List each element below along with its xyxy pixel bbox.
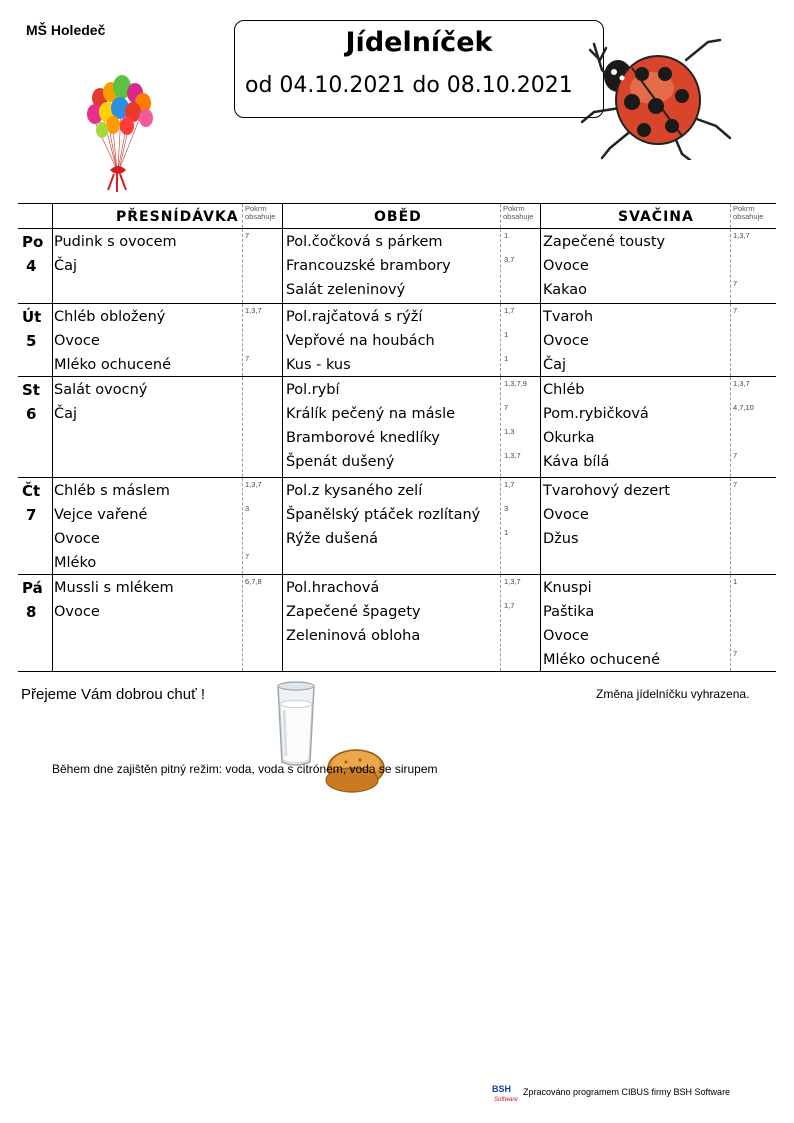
column-divider — [730, 377, 731, 477]
breakfast-item: Chléb s máslem — [54, 483, 170, 499]
lunch-allergens: 1,7 — [504, 601, 515, 610]
menu-change-note: Změna jídelníčku vyhrazena. — [596, 687, 750, 701]
column-divider — [730, 478, 731, 574]
lunch-item: Salát zeleninový — [286, 282, 406, 298]
snack-allergens: 1,3,7 — [733, 231, 750, 240]
column-divider — [282, 575, 283, 671]
lunch-allergens: 1,3 — [504, 427, 515, 436]
lunch-allergens: 3 — [504, 504, 509, 513]
snack-item: Ovoce — [543, 507, 589, 523]
snack-item: Čaj — [543, 357, 567, 373]
lunch-item: Pol.hrachová — [286, 580, 380, 596]
snack-allergens: 7 — [733, 480, 738, 489]
breakfast-item: Salát ovocný — [54, 382, 148, 398]
svg-text:Software: Software — [494, 1097, 518, 1103]
snack-item: Tvaroh — [543, 309, 594, 325]
snack-item: Káva bílá — [543, 454, 610, 470]
snack-item: Knuspi — [543, 580, 592, 596]
breakfast-item: Chléb obložený — [54, 309, 166, 325]
lunch-header: OBĚD — [374, 209, 422, 225]
lunch-item: Pol.z kysaného zelí — [286, 483, 423, 499]
lunch-allergens: 1 — [504, 354, 509, 363]
breakfast-allergens: 1,3,7 — [245, 306, 262, 315]
title-box — [234, 20, 604, 118]
column-divider — [282, 478, 283, 574]
footer-text: Zpracováno programem CIBUS firmy BSH Software — [523, 1087, 731, 1097]
breakfast-allergens: 3 — [245, 504, 250, 513]
column-divider — [242, 304, 243, 376]
lunch-item: Špenát dušený — [286, 454, 395, 470]
snack-allergens: 1,3,7 — [733, 379, 750, 388]
snack-item: Kakao — [543, 282, 588, 298]
column-divider — [52, 304, 53, 376]
menu-period: od 04.10.2021 do 08.10.2021 — [245, 73, 573, 98]
column-divider — [730, 575, 731, 671]
snack-item: Ovoce — [543, 258, 589, 274]
column-divider — [540, 377, 541, 477]
lunch-item: Rýže dušená — [286, 531, 378, 547]
column-divider — [242, 478, 243, 574]
snack-item: Mléko ochucené — [543, 652, 661, 668]
breakfast-item: Ovoce — [54, 333, 100, 349]
lunch-allergens: 7 — [504, 403, 509, 412]
lunch-item: Pol.rybí — [286, 382, 340, 398]
column-divider — [52, 575, 53, 671]
balloons-icon — [80, 70, 158, 194]
day-name: Čt — [22, 482, 41, 500]
lunch-item: Francouzské brambory — [286, 258, 451, 274]
column-divider — [540, 478, 541, 574]
snack-item: Džus — [543, 531, 579, 547]
menu-table — [18, 203, 776, 672]
lunch-item: Kus - kus — [286, 357, 351, 373]
snack-item: Paštika — [543, 604, 595, 620]
svg-text:BSH: BSH — [492, 1084, 512, 1094]
column-divider — [540, 229, 541, 303]
lunch-allergens: 1,7 — [504, 306, 515, 315]
day-name: Út — [22, 308, 42, 326]
milk-and-biscuit-icon — [270, 676, 390, 800]
snack-item: Ovoce — [543, 333, 589, 349]
snack-allergens: 4,7,10 — [733, 403, 754, 412]
lunch-allergens: 3,7 — [504, 255, 515, 264]
drinking-regime-note: Během dne zajištěn pitný režim: voda, voda s citrónem, voda se sirupem — [52, 762, 438, 776]
breakfast-item: Ovoce — [54, 604, 100, 620]
column-divider — [500, 478, 501, 574]
snack-allergens: 7 — [733, 451, 738, 460]
lunch-item: Zeleninová obloha — [286, 628, 421, 644]
school-name: MŠ Holedeč — [26, 22, 106, 38]
snack-allergens: 7 — [733, 279, 738, 288]
day-name: St — [22, 381, 40, 399]
column-divider — [52, 229, 53, 303]
day-name: Pá — [22, 579, 43, 597]
column-divider — [242, 575, 243, 671]
breakfast-item: Pudink s ovocem — [54, 234, 177, 250]
snack-allergens-header: Pokrm obsahuje — [733, 204, 764, 221]
lunch-allergens: 1 — [504, 330, 509, 339]
day-number: 6 — [26, 405, 37, 423]
breakfast-item: Mléko — [54, 555, 97, 571]
column-divider — [500, 575, 501, 671]
day-name: Po — [22, 233, 44, 251]
footer — [491, 1083, 751, 1103]
snack-item: Chléb — [543, 382, 585, 398]
lunch-allergens: 1 — [504, 528, 509, 537]
breakfast-allergens-header: Pokrm obsahuje — [245, 204, 276, 221]
day-row — [18, 377, 776, 478]
page-title: Jídelníček — [345, 27, 493, 58]
lunch-allergens: 1,3,7 — [504, 577, 521, 586]
snack-item: Okurka — [543, 430, 595, 446]
breakfast-allergens: 7 — [245, 231, 250, 240]
breakfast-allergens: 1,3,7 — [245, 480, 262, 489]
column-divider — [282, 377, 283, 477]
breakfast-item: Čaj — [54, 406, 78, 422]
lunch-item: Vepřové na houbách — [286, 333, 435, 349]
column-divider — [282, 304, 283, 376]
breakfast-header: PŘESNÍDÁVKA — [116, 209, 239, 225]
snack-header: SVAČINA — [618, 209, 694, 225]
day-row — [18, 575, 776, 672]
snack-item: Zapečené tousty — [543, 234, 666, 250]
lunch-item: Králík pečený na másle — [286, 406, 456, 422]
lunch-item: Pol.čočková s párkem — [286, 234, 443, 250]
column-divider — [540, 575, 541, 671]
breakfast-item: Vejce vařené — [54, 507, 148, 523]
lunch-allergens: 1 — [504, 231, 509, 240]
ladybug-icon — [580, 30, 780, 160]
day-number: 4 — [26, 257, 37, 275]
day-row — [18, 304, 776, 377]
lunch-allergens: 1,7 — [504, 480, 515, 489]
column-divider — [540, 304, 541, 376]
lunch-allergens-header: Pokrm obsahuje — [503, 204, 534, 221]
breakfast-allergens: 6,7,8 — [245, 577, 262, 586]
good-appetite-wish: Přejeme Vám dobrou chuť ! — [21, 686, 206, 703]
lunch-allergens: 1,3,7 — [504, 451, 521, 460]
lunch-item: Bramborové knedlíky — [286, 430, 440, 446]
lunch-item: Španělský ptáček rozlítaný — [286, 507, 481, 523]
day-number: 5 — [26, 332, 37, 350]
menu-table-header — [18, 203, 776, 229]
day-row — [18, 478, 776, 575]
breakfast-item: Čaj — [54, 258, 78, 274]
column-divider — [242, 377, 243, 477]
breakfast-item: Mussli s mlékem — [54, 580, 174, 596]
snack-item: Pom.rybičková — [543, 406, 649, 422]
snack-allergens: 7 — [733, 649, 738, 658]
breakfast-allergens: 7 — [245, 552, 250, 561]
bsh-logo-icon — [491, 1083, 519, 1103]
breakfast-allergens: 7 — [245, 354, 250, 363]
breakfast-item: Mléko ochucené — [54, 357, 172, 373]
lunch-item: Zapečené špagety — [286, 604, 421, 620]
column-divider — [500, 377, 501, 477]
snack-allergens: 1 — [733, 577, 738, 586]
column-divider — [730, 304, 731, 376]
snack-item: Tvarohový dezert — [543, 483, 670, 499]
day-number: 7 — [26, 506, 37, 524]
breakfast-item: Ovoce — [54, 531, 100, 547]
day-row — [18, 229, 776, 304]
lunch-allergens: 1,3,7,9 — [504, 379, 527, 388]
lunch-item: Pol.rajčatová s rýží — [286, 309, 423, 325]
day-number: 8 — [26, 603, 37, 621]
snack-item: Ovoce — [543, 628, 589, 644]
column-divider — [730, 229, 731, 303]
column-divider — [52, 478, 53, 574]
column-divider — [282, 229, 283, 303]
column-divider — [52, 377, 53, 477]
column-divider — [242, 229, 243, 303]
column-divider — [500, 304, 501, 376]
snack-allergens: 7 — [733, 306, 738, 315]
column-divider — [500, 229, 501, 303]
